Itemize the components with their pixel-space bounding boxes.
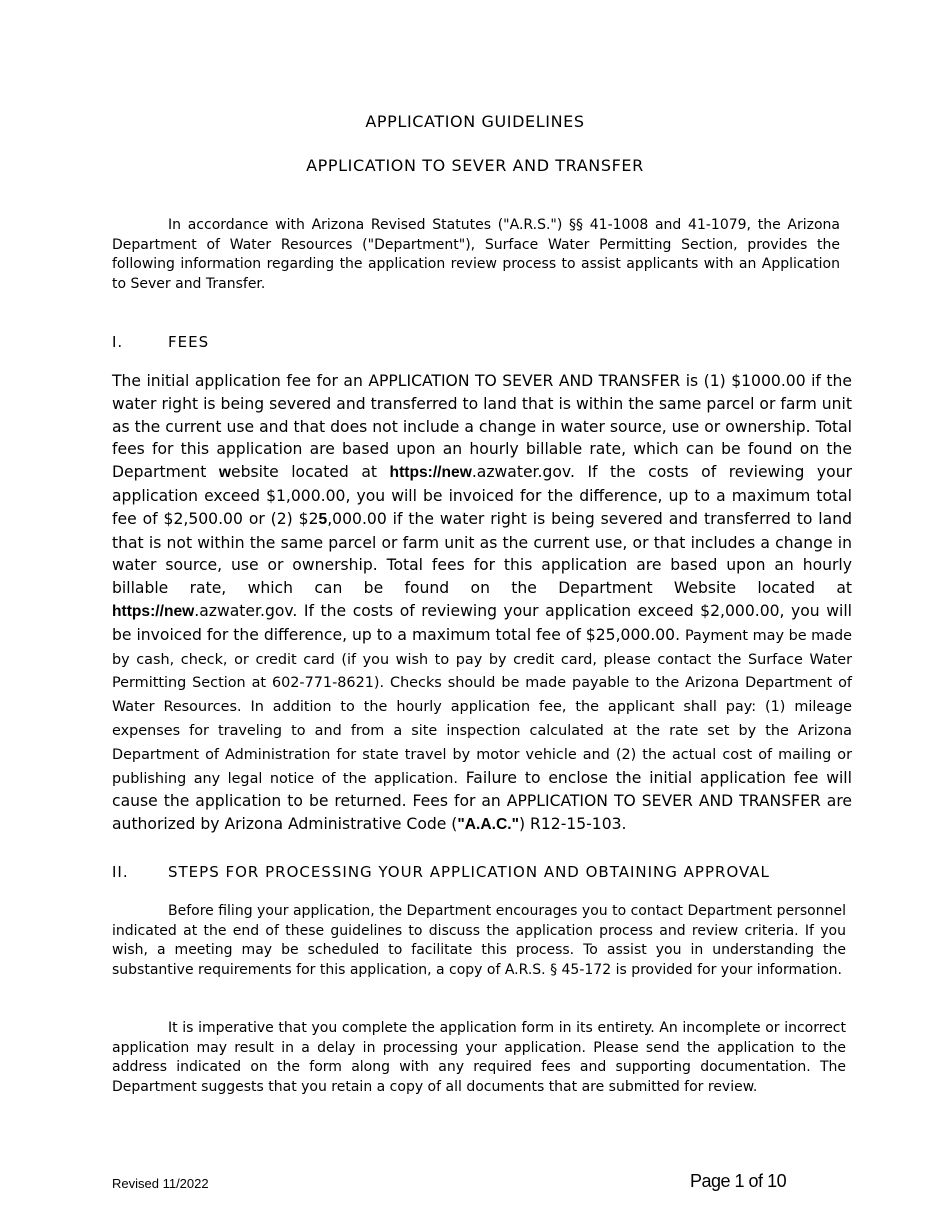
intro-paragraph: In accordance with Arizona Revised Statutes ("A.R.S.") §§ 41-1008 and 41-1079, the Arizona Department of Water Resources ("Department"), Surface Water Permitting Section, provides the following information regarding the application review process to assist applicants with an Application to Sever and Transfer. [112, 217, 840, 292]
fees-text-2: If the costs of reviewing your application exceed $1,000.00, you will be invoiced for the difference, up to a maximum total fee of $2,500.00 or (2) $2 [112, 463, 852, 528]
fees-text-1b: ebsite located at [231, 463, 390, 482]
revision-date: Revised 11/2022 [112, 1176, 209, 1191]
section-title: FEES [168, 333, 210, 351]
page-subtitle: APPLICATION TO SEVER AND TRANSFER [306, 156, 644, 175]
fees-text-w: w [218, 464, 232, 482]
page-number: Page 1 of 10 [690, 1171, 787, 1191]
fees-paragraph [112, 370, 852, 837]
website-link-1-bold: https://new [389, 464, 472, 482]
website-link-2-rest: .azwater.gov. [194, 601, 298, 620]
fees-text-5-bold: "A.A.C." [457, 816, 519, 834]
section-number: I. [112, 333, 124, 351]
steps-paragraph-1: Before filing your application, the Department encourages you to contact Department personnel indicated at the end of these guidelines to discuss the application process and review criteria. If you wish, a meeting may be scheduled to facilitate this process. To assist you in understanding the substantive requirements for this application, a copy of A.R.S. § 45-172 is provided for your information. [112, 903, 846, 978]
fees-text-2-bold: 5 [318, 510, 328, 528]
fees-text-2-rest: ,000.00 if the water right is being severed and transferred to land that is not within the same parcel or farm unit as the current use, or that includes a change in water source, use or ownership. Total fees for this application are based upon an hourly billable rate, which can be found on the Department Website located at [112, 509, 852, 598]
section-heading-fees [112, 333, 872, 351]
steps-paragraph-2: It is imperative that you complete the application form in its entirety. An incomplete or incorrect application may result in a delay in processing your application. Please send the application to the address indicated on the form along with any required fees and supporting documentation. The Department suggests that you retain a copy of all documents that are submitted for review. [112, 1020, 846, 1095]
fees-text-5: Failure to enclose the initial application fee will cause the application to be returned. Fees for an APPLICATION TO SEVER AND TRANSFER are authorized by Arizona Administrative Code ( [112, 768, 852, 834]
section-title: STEPS FOR PROCESSING YOUR APPLICATION AND OBTAINING APPROVAL [168, 863, 770, 881]
page-title: APPLICATION GUIDELINES [365, 112, 585, 131]
website-link-1-rest: .azwater.gov. [471, 463, 575, 482]
fees-text-3: If the costs of reviewing your application exceed $2,000.00, you will be invoiced for the difference, up to a maximum total fee of $25,000.00. [112, 601, 852, 644]
section-number: II. [112, 863, 129, 881]
website-link-2-bold: https://new [112, 602, 195, 620]
section-heading-steps [112, 863, 872, 881]
fees-text-5-rest: ) R12-15-103. [518, 815, 627, 834]
fees-text-1: The initial application fee for an APPLICATION TO SEVER AND TRANSFER is (1) $1000.00 if the water right is being severed and transferred to land that is within the same parcel or farm unit as the current use and that does not include a change in water source, use or ownership. Total fees for this application are based upon an hourly billable rate, which can be found on the Department [112, 372, 852, 482]
fees-text-4: Payment may be made by cash, check, or credit card (if you wish to pay by credit card, please contact the Surface Water Permitting Section at 602-771-8621). Checks should be made payable to the Arizona Department of Water Resources. In addition to the hourly application fee, the applicant shall pay: (1) mileage expenses for traveling to and from a site inspection calculated at the rate set by the Arizona Department of Administration for state travel by motor vehicle and (2) the actual cost of mailing or publishing any legal notice of the application. [112, 627, 852, 787]
